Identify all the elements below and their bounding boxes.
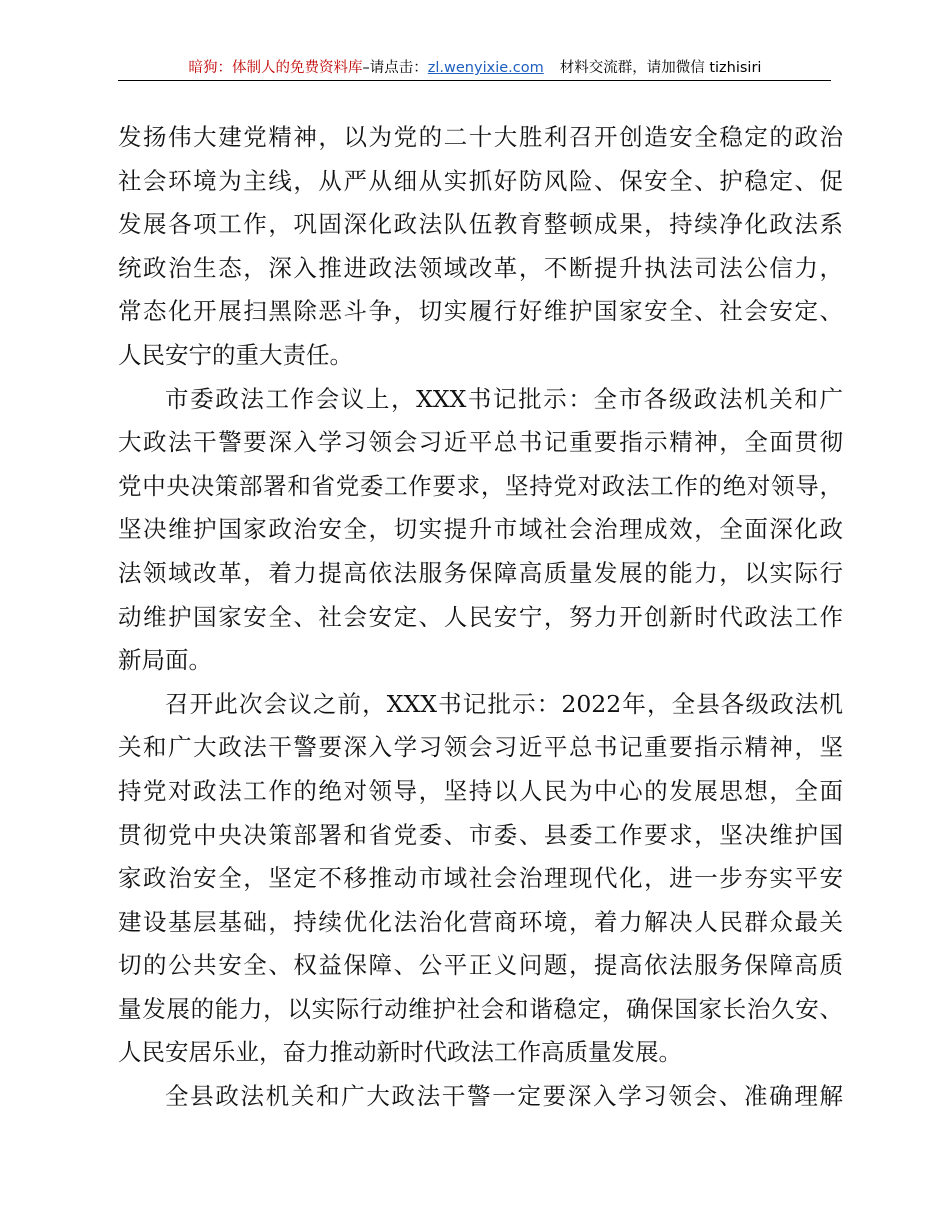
text-line: 量发展的能力，以实际行动维护社会和谐稳定，确保国家长治久安、 [118, 994, 843, 1023]
text-line: 动维护国家安全、社会安定、人民安宁，努力开创新时代政法工作 [118, 602, 843, 631]
text-line: 统政治生态，深入推进政法领域改革，不断提升执法司法公信力， [118, 253, 843, 282]
text-line: 新局面。 [118, 646, 212, 675]
text-line: 社会环境为主线，从严从细从实抓好防风险、保安全、护稳定、促 [118, 166, 843, 195]
text-line: 常态化开展扫黑除恶斗争，切实履行好维护国家安全、社会安定、 [118, 297, 843, 326]
text-line: 切的公共安全、权益保障、公平正义问题，提高依法服务保障高质 [118, 951, 843, 980]
text-line: 贯彻党中央决策部署和省党委、市委、县委工作要求，坚决维护国 [118, 820, 843, 849]
text-line: 关和广大政法干警要深入学习领会习近平总书记重要指示精神，坚 [118, 733, 843, 762]
header-prompt: –请点击： [362, 60, 428, 76]
text-line: 发展各项工作，巩固深化政法队伍教育整顿成果，持续净化政法系 [118, 210, 843, 239]
text-line: 人民安宁的重大责任。 [118, 340, 353, 369]
document-body [118, 116, 843, 1119]
text-line: 发扬伟大建党精神，以为党的二十大胜利召开创造安全稳定的政治 [118, 123, 843, 151]
header-brand: 暗狗：体制人的免费资料库 [188, 60, 363, 76]
text-line: 市委政法工作会议上，XXX书记批示：全市各级政法机关和广 [165, 384, 843, 413]
header-rule [118, 80, 831, 81]
text-line: 大政法干警要深入学习领会习近平总书记重要指示精神，全面贯彻 [118, 428, 843, 457]
text-line: 召开此次会议之前，XXX书记批示：2022年，全县各级政法机 [165, 689, 843, 718]
text-line: 法领域改革，着力提高依法服务保障高质量发展的能力，以实际行 [118, 558, 843, 587]
text-line: 人民安居乐业，奋力推动新时代政法工作高质量发展。 [118, 1038, 682, 1067]
text-line: 全县政法机关和广大政法干警一定要深入学习领会、准确理解 [165, 1082, 843, 1111]
text-line: 建设基层基础，持续优化法治化营商环境，着力解决人民群众最关 [118, 907, 843, 936]
header-contact: 材料交流群，请加微信 tizhisiri [559, 60, 762, 76]
text-line: 持党对政法工作的绝对领导，坚持以人民为中心的发展思想，全面 [118, 776, 843, 805]
text-line: 党中央决策部署和省党委工作要求，坚持党对政法工作的绝对领导， [118, 471, 843, 500]
text-line: 家政治安全，坚定不移推动市域社会治理现代化，进一步夯实平安 [118, 864, 843, 893]
text-line: 坚决维护国家政治安全，切实提升市域社会治理成效，全面深化政 [118, 515, 843, 544]
page-header [0, 56, 950, 77]
header-link[interactable]: zl.wenyixie.com [427, 60, 544, 76]
